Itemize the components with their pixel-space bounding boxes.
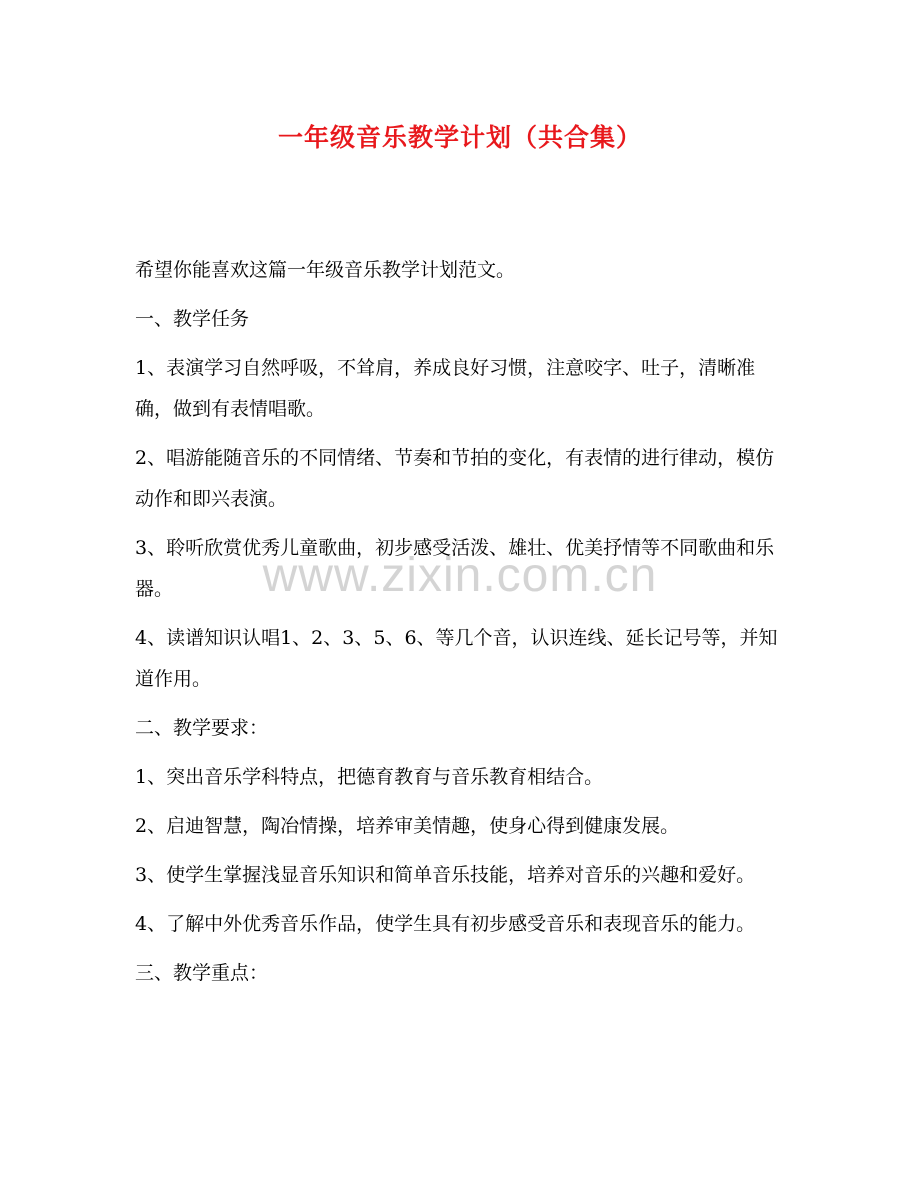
task-item-1: 1、表演学习自然呼吸，不耸肩，养成良好习惯，注意咬字、吐子，清晰准确，做到有表情唱歌。 bbox=[135, 357, 756, 420]
section-heading-teaching-requirements: 二、教学要求： bbox=[135, 717, 269, 739]
requirement-item-4: 4、了解中外优秀音乐作品，使学生具有初步感受音乐和表现音乐的能力。 bbox=[135, 913, 756, 935]
task-item-3: 3、聆听欣赏优秀儿童歌曲，初步感受活泼、雄壮、优美抒情等不同歌曲和乐器。 bbox=[135, 537, 775, 600]
requirement-item-1: 1、突出音乐学科特点，把德育教育与音乐教育相结合。 bbox=[135, 766, 604, 788]
task-item-2: 2、唱游能随音乐的不同情绪、节奏和节拍的变化，有表情的进行律动，模仿动作和即兴表演。 bbox=[135, 447, 775, 510]
document-body bbox=[135, 250, 785, 1002]
section-heading-teaching-focus: 三、教学重点： bbox=[135, 962, 269, 984]
watermark: www.zixin.com.cn bbox=[262, 549, 658, 602]
requirement-item-3: 3、使学生掌握浅显音乐知识和简单音乐技能，培养对音乐的兴趣和爱好。 bbox=[135, 864, 756, 886]
task-item-4: 4、读谱知识认唱1、2、3、5、6、等几个音，认识连线、延长记号等，并知道作用。 bbox=[135, 627, 778, 690]
requirement-item-2: 2、启迪智慧，陶冶情操，培养审美情趣，使身心得到健康发展。 bbox=[135, 815, 680, 837]
document-title: 一年级音乐教学计划（共合集） bbox=[277, 123, 642, 152]
intro-paragraph: 希望你能喜欢这篇一年级音乐教学计划范文。 bbox=[135, 259, 516, 281]
section-heading-teaching-tasks: 一、教学任务 bbox=[135, 308, 250, 330]
